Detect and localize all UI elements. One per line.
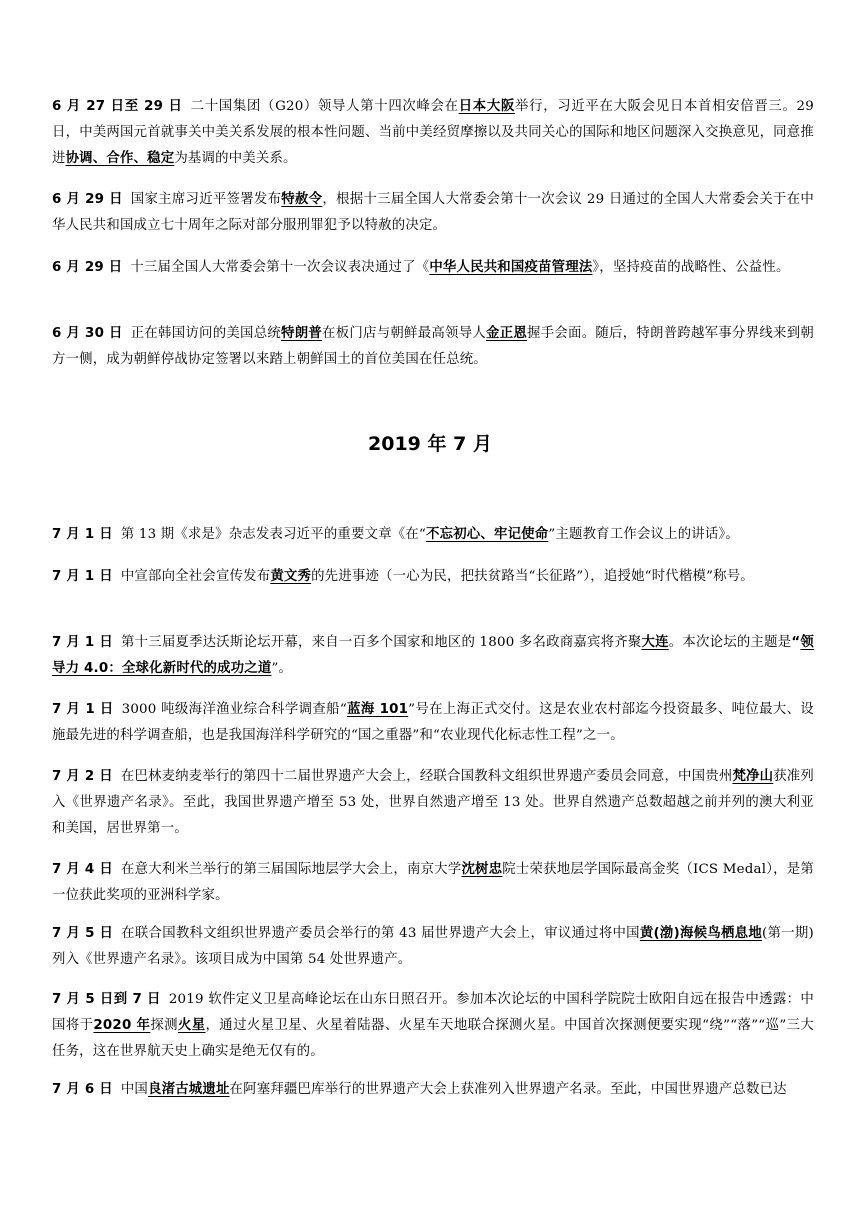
entry-text: 国家主席习近平签署发布 (130, 192, 282, 207)
entry-text: 。本次论坛的主题是 (668, 635, 792, 650)
entry-text: 在板门店与朝鲜最高领导人 (322, 326, 487, 341)
entry-text: 十三届全国人大常委会第十一次会议表决通过了《 (130, 260, 430, 275)
entry-date: 7 月 2 日 (52, 769, 113, 784)
highlight-term: 中华人民共和国疫苗管理法 (429, 260, 593, 275)
entry-text: 举行，习近平在大阪会见日本首相安倍晋三。29 日，中美两国元首就事关中美关系发展的根本性问题、当前中美经贸摩擦以及共同关心的国际和地区问题深入交换意见，同意推进 (52, 99, 814, 166)
entry-date: 6 月 30 日 (52, 326, 123, 341)
entry-july-1-davos (52, 630, 814, 682)
entry-text: ，根据十三届全国人大常委会第十一次会议 29 日通过的全国人大常委会关于在中华人民共和国成立七十周年之际对部分服刑罪犯予以特赦的决定。 (52, 192, 814, 233)
entry-date: 7 月 1 日 (52, 702, 114, 717)
entry-july-5-7 (52, 987, 814, 1065)
entry-text: 在巴林麦纳麦举行的第四十二届世界遗产大会上，经联合国教科文组织世界遗产委员会同意，中国贵州 (120, 769, 733, 784)
entry-text: ”主题教育工作会议上的讲话》。 (548, 527, 739, 542)
highlight-term: 蓝海 101 (346, 702, 409, 717)
entry-text: 第十三届夏季达沃斯论坛开幕，来自一百多个国家和地区的 1800 多名政商嘉宾将齐聚 (120, 635, 642, 650)
entry-text: 为基调的中美关系。 (174, 151, 297, 166)
entry-july-5 (52, 921, 814, 973)
entry-text: 3000 吨级海洋渔业综合科学调查船“ (121, 702, 347, 717)
highlight-term: 不忘初心、牢记使命 (426, 527, 549, 542)
entry-text: 在意大利米兰举行的第三届国际地层学大会上，南京大学 (120, 862, 462, 877)
entry-date: 7 月 4 日 (52, 862, 113, 877)
entry-text: 院士荣获地层学国际最高金奖（ICS Medal），是第一位获此奖项的亚洲科学家。 (52, 862, 815, 903)
entry-text: (第一期)列入《世界遗产名录》。该项目成为中国第 54 处世界遗产。 (52, 926, 814, 967)
entry-date: 7 月 5 日 (52, 926, 114, 941)
highlight-term: 梵净山 (732, 769, 774, 784)
entry-july-2 (52, 764, 814, 842)
entry-date: 6 月 27 日至 29 日 (52, 99, 183, 114)
highlight-term: 日本大阪 (458, 99, 516, 114)
highlight-term: 黄文秀 (270, 569, 312, 584)
entry-june-29-amnesty (52, 187, 814, 239)
entry-july-4 (52, 857, 814, 909)
highlight-term: 特赦令 (281, 192, 323, 207)
highlight-term: 良渚古城遗址 (148, 1082, 230, 1097)
entry-july-1-huangwenxiu (52, 564, 814, 590)
entry-text: 探测 (150, 1018, 178, 1033)
highlight-term: 协调、合作、稳定 (65, 151, 175, 166)
entry-july-6 (52, 1077, 814, 1103)
entry-date: 7 月 5 日到 7 日 (52, 992, 161, 1007)
entry-text: ”号在上海正式交付。这是农业农村部迄今投资最多、吨位最大、设施最先进的科学调查船，也是我国海洋科学研究的“国之重器”和“农业现代化标志性工程”之一。 (52, 702, 814, 743)
entry-text: ”。 (271, 661, 293, 676)
entry-date: 7 月 1 日 (52, 527, 113, 542)
entry-text: 在阿塞拜疆巴库举行的世界遗产大会上获准列入世界遗产名录。至此，中国世界遗产总数已达 (229, 1082, 787, 1097)
entry-date: 7 月 1 日 (52, 569, 113, 584)
highlight-term: 2020 年 (93, 1018, 151, 1033)
entry-date: 6 月 29 日 (52, 192, 123, 207)
highlight-term: 特朗普 (281, 326, 323, 341)
quote-mark: “ (791, 635, 801, 650)
entry-text: 第 13 期《求是》杂志发表习近平的重要文章《在“ (120, 527, 427, 542)
entry-june-30 (52, 321, 814, 373)
entry-text: 的先进事迹（一心为民，把扶贫路当“长征路”），追授她“时代楷模”称号。 (311, 569, 754, 584)
entry-july-1-qiushi (52, 522, 814, 548)
highlight-term: 火星 (177, 1018, 206, 1033)
entry-text: 中国 (120, 1082, 148, 1097)
entry-text: 在联合国教科文组织世界遗产委员会举行的第 43 届世界遗产大会上，审议通过将中国 (121, 926, 640, 941)
entry-text: 2019 软件定义卫星高峰论坛在山东日照召开。参加本次论坛的中国科学院院士欧阳自远在报告中透露：中国将于 (52, 992, 814, 1033)
entry-date: 6 月 29 日 (52, 260, 123, 275)
highlight-term: 沈树忠 (461, 862, 503, 877)
highlight-term: 金正恩 (486, 326, 528, 341)
entry-text: 二十国集团（G20）领导人第十四次峰会在 (190, 99, 459, 114)
entry-july-1-lanhai (52, 697, 814, 749)
entry-text: 正在韩国访问的美国总统 (130, 326, 282, 341)
highlight-term: 领导力 4.0：全球化新时代的成功之道 (52, 635, 814, 676)
highlight-term: 黄(渤)海候鸟栖息地 (639, 926, 763, 941)
entry-text: 握手会面。随后，特朗普跨越军事分界线来到朝方一侧，成为朝鲜停战协定签署以来踏上朝鲜国土的首位美国在任总统。 (52, 326, 814, 367)
highlight-term: 大连 (641, 635, 669, 650)
entry-text: ，通过火星卫星、火星着陆器、火星车天地联合探测火星。中国首次探测便要实现“绕”“落”“巡”三大任务，这在世界航天史上确实是绝无仅有的。 (52, 1018, 814, 1059)
entry-june-29-vaccine (52, 255, 814, 281)
entry-text: 获准列入《世界遗产名录》。至此，我国世界遗产增至 53 处，世界自然遗产增至 13 处。世界自然遗产总数超越之前并列的澳大利亚和美国，居世界第一。 (52, 769, 814, 836)
section-heading: 2019 年 7 月 (368, 433, 492, 455)
entry-text: 中宣部向全社会宣传发布 (120, 569, 271, 584)
entry-date: 7 月 6 日 (52, 1082, 113, 1097)
entry-date: 7 月 1 日 (52, 635, 113, 650)
entry-june-27-29 (52, 94, 814, 172)
entry-text: 》，坚持疫苗的战略性、公益性。 (592, 260, 790, 275)
